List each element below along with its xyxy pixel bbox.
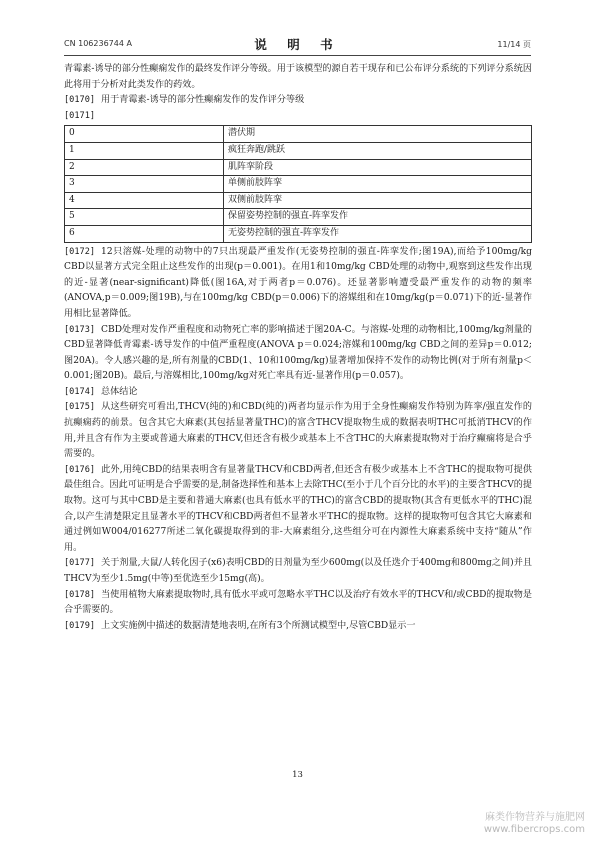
page-counter: 11/14 页: [497, 40, 531, 49]
page-number: 13: [292, 770, 303, 780]
intro-paragraph: 青霉素-诱导的部分性癫痫发作的最终发作评分等级。用于该模型的源自若干现存和已公布评分系统的下列评分系统因此将用于分析对此类发作的药效。: [64, 64, 532, 90]
paragraph-0173: [64, 323, 532, 385]
paragraph-tag: [0173]: [64, 324, 96, 335]
description-cell: 肌阵挛阶段: [224, 159, 532, 176]
paragraph-0178: [64, 588, 532, 619]
document-body: [64, 62, 532, 634]
page-header: [64, 36, 531, 52]
document-section-title: 说 明 书: [254, 37, 341, 52]
table-row: [65, 126, 532, 143]
grade-cell: 5: [65, 209, 224, 226]
description-cell: 疯狂奔跑/跳跃: [224, 142, 532, 159]
grade-cell: 0: [65, 126, 224, 143]
grade-cell: 3: [65, 176, 224, 193]
grade-cell: 1: [65, 142, 224, 159]
description-cell: 保留姿势控制的强直-阵挛发作: [224, 209, 532, 226]
table-row: [65, 192, 532, 209]
paragraph-tag: [0175]: [64, 402, 96, 413]
publication-number: CN 106236744 A: [64, 39, 132, 48]
paragraph-0172: [64, 245, 532, 323]
paragraph-tag: [0174]: [64, 386, 96, 397]
paragraph-tag: [0171]: [64, 110, 96, 121]
paragraph-text: 用于青霉素-诱导的部分性癫痫发作的发作评分等级: [101, 95, 305, 106]
paragraph-text: 关于剂量,大鼠/人转化因子(x6)表明CBD的日剂量为至少600mg(以及任选介于400mg和800mg之间)并且THCV为至少1.5mg(中等)至优选至少15mg(高)。: [64, 558, 532, 584]
paragraph-tag: [0172]: [64, 246, 96, 257]
paragraph-tag: [0176]: [64, 464, 96, 475]
paragraph-text: 上文实施例中描述的数据清楚地表明,在所有3个所测试模型中,尽管CBD显示一: [101, 620, 416, 631]
grade-cell: 2: [65, 159, 224, 176]
description-cell: 单侧前肢阵挛: [224, 176, 532, 193]
paragraph-tag: [0177]: [64, 558, 96, 569]
table-row: [65, 159, 532, 176]
paragraph-0176: [64, 463, 532, 557]
grade-cell: 6: [65, 225, 224, 242]
paragraph-text: 从这些研究可看出,THCV(纯的)和CBD(纯的)两者均显示作为用于全身性癫痫发作特别为阵挛/强直发作的抗癫痫药的前景。包含其它大麻素(其包括显著量THC)的富含THCV提取物生成的数据表明THC可抵消THCV的作用,并且含有作为主要或普通大麻素的THCV,但还含有极少或基本上不含THC的大麻素提取物对于治疗癫痫将是合乎需要的。: [64, 402, 532, 460]
table-row: [65, 225, 532, 242]
paragraph-0175: [64, 400, 532, 462]
paragraph-text: 当使用植物大麻素提取物时,具有低水平或可忽略水平THC以及治疗有效水平的THCV和/或CBD的提取物是合乎需要的。: [64, 589, 532, 616]
grade-cell: 4: [65, 192, 224, 209]
header-rule: [64, 55, 531, 56]
paragraph-tag: [0178]: [64, 589, 96, 600]
description-cell: 无姿势控制的强直-阵挛发作: [224, 225, 532, 242]
description-cell: 双侧前肢阵挛: [224, 192, 532, 209]
table-row: [65, 142, 532, 159]
paragraph-0174: [64, 385, 532, 401]
section-heading: 总体结论: [101, 386, 138, 397]
paragraph-text: 此外,用纯CBD的结果表明含有显著量THCV和CBD两者,但还含有极少或基本上不含THC的提取物可提供最佳组合。因此可证明是合乎需要的是,制备选择性和基本上去除THC(至小于几个百分比的水平)的主要含THCV的提取物。这可与其中CBD是主要和普通大麻素(也具有低水平的THC)的富含CBD的提取物(其含有更低水平的THC)混合,以产生清楚限定且显著水平的THCV和CBD两者但不显著水平THC的提取物。这样的提取物可包含其它大麻素和通过例如W004/016277所述二氧化碳提取得到的非-大麻素组分,这些组分可在内源性大麻素系统中支持“随从”作用。: [64, 464, 532, 553]
table-row: [65, 209, 532, 226]
paragraph-0171: [64, 109, 532, 125]
table-row: [65, 176, 532, 193]
watermark-title: 麻类作物营养与施肥网: [485, 812, 585, 823]
paragraph-0170: [64, 93, 532, 109]
watermark-url: www.fibercrops.com: [483, 824, 585, 835]
paragraph-0179: [64, 619, 532, 635]
paragraph-tag: [0179]: [64, 620, 96, 631]
description-cell: 潜伏期: [224, 126, 532, 143]
watermark: [484, 812, 585, 836]
seizure-grade-table: [64, 125, 532, 242]
paragraph-text: CBD处理对发作严重程度和动物死亡率的影响描述于图20A-C。与溶媒-处理的动物相比,100mg/kg剂量的CBD显著降低青霉素-诱导发作的中值严重程度(ANOVA p＝0.024;溶媒和100mg/kg CBD之间的差异p＝0.012;图20A)。令人感兴趣的是,所有剂量的CBD(1、10和100mg/kg)显著增加保持不发作的动物比例(对于所有剂量p＜0.001;图20B)。最后,与溶媒相比,100mg/kg对死亡率具有近-显著作用(p＝0.057)。: [64, 324, 532, 382]
paragraph-0177: [64, 556, 532, 587]
paragraph-text: 12只溶媒-处理的动物中的7只出现最严重发作(无姿势控制的强直-阵挛发作;图19A),而给予100mg/kg CBD以显著方式完全阻止这些发作的出现(p＝0.001)。在用1和10mg/kg CBD处理的动物中,观察到这些发作出现的近-显著(near-significant)降低(图16A,对于两者p＝0.076)。还显著影响遭受最严重发作的动物的频率(ANOVA,p＝0.009;图19B),与在100mg/kg CBD(p＝0.006)下的溶媒组和在10mg/kg(p＝0.071)下的近-显著作用相比显著降低。: [64, 246, 532, 319]
paragraph-tag: [0170]: [64, 95, 96, 106]
